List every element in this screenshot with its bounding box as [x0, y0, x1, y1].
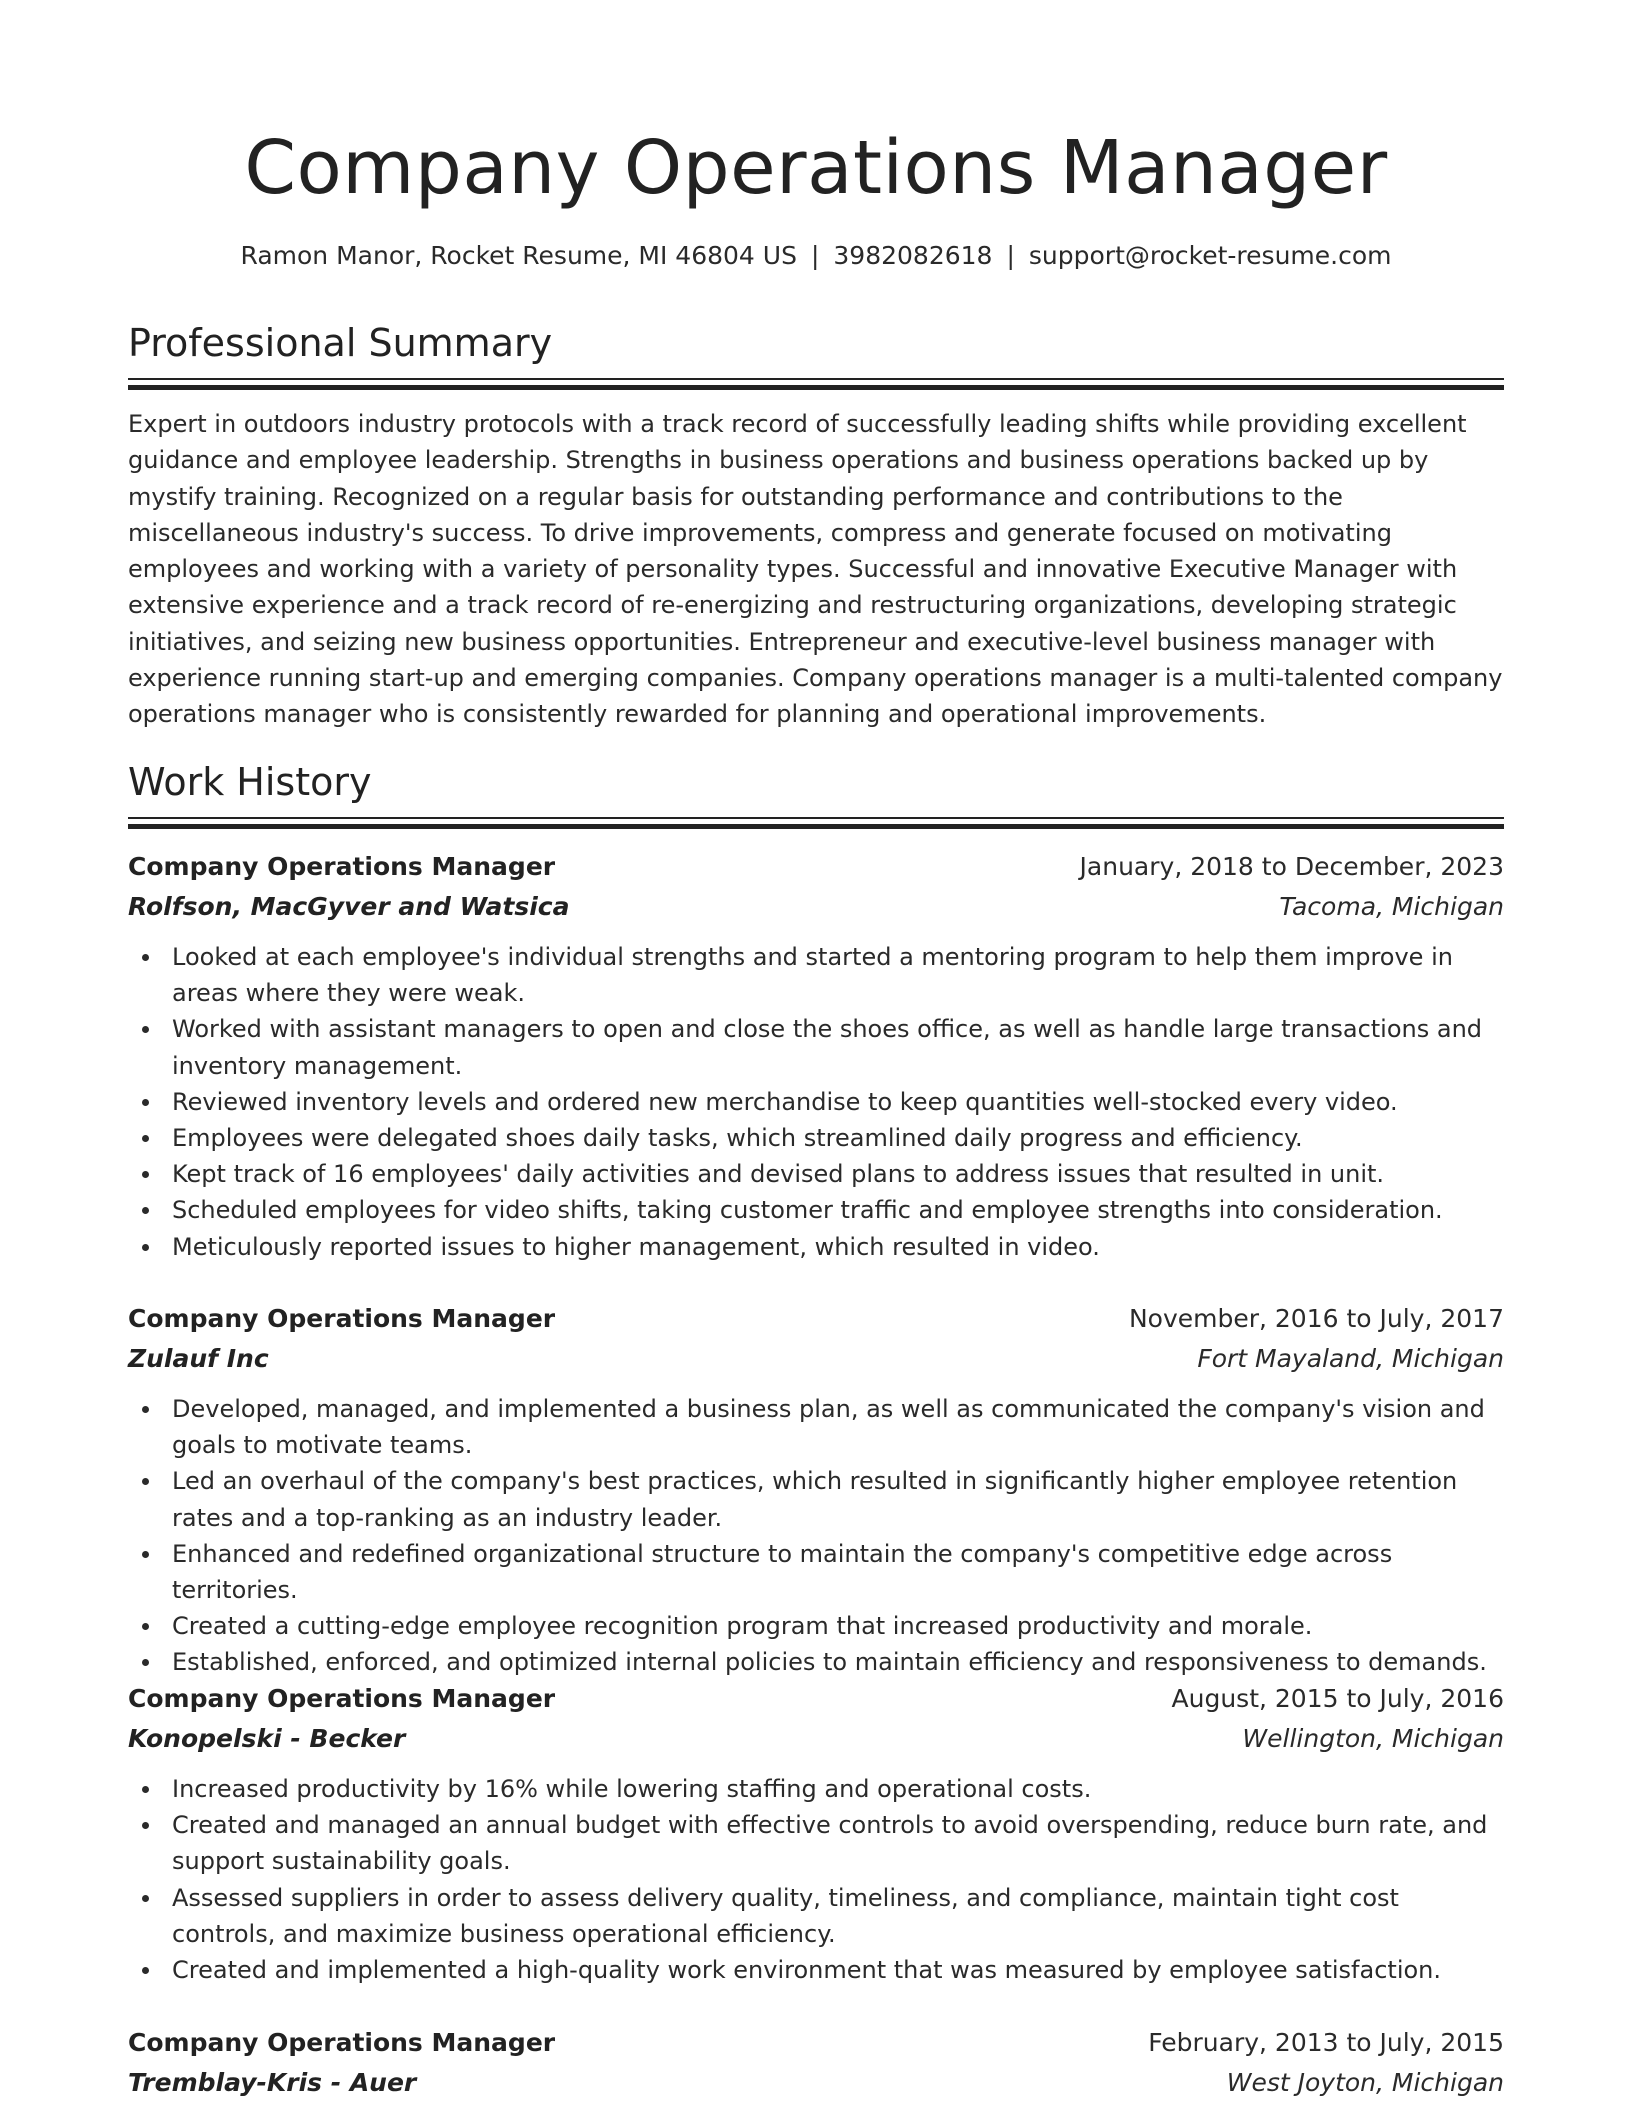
contact-email: support@rocket-resume.com: [1028, 241, 1392, 270]
job-bullet: Scheduled employees for video shifts, taking customer traffic and employee strengths into consideration.: [172, 1192, 1504, 1228]
job-company: Konopelski - Becker: [128, 1724, 406, 1753]
job-dates: August, 2015 to July, 2016: [1171, 1684, 1504, 1713]
job-bullet: Enhanced and redefined organizational structure to maintain the company's competitive edge across territories.: [172, 1536, 1504, 1608]
contact-separator: |: [1006, 241, 1015, 270]
work-history-divider: [128, 817, 1504, 829]
job-dates: November, 2016 to July, 2017: [1128, 1304, 1504, 1333]
job-location: Fort Mayaland, Michigan: [1197, 1344, 1504, 1373]
job-company: Zulauf Inc: [128, 1344, 269, 1373]
job-bullet: Employees were delegated shoes daily tasks, which streamlined daily progress and efficiency.: [172, 1120, 1504, 1156]
summary-text: Expert in outdoors industry protocols with a track record of successfully leading shifts while providing excellent guidance and employee leadership. Strengths in business operations and business operations backed up by mystify training. Recognized on a regular basis for outstanding performance and contributions to the miscellaneous industry's success. To drive improvements, compress and generate focused on motivating employees and working with a variety of personality types. Successful and innovative Executive Manager with extensive experience and a track record of re-energizing and restructuring organizations, developing strategic initiatives, and seizing new business opportunities. Entrepreneur and executive-level business manager with experience running start-up and emerging companies. Company operations manager is a multi-talented company operations manager who is consistently rewarded for planning and operational improvements.: [128, 410, 1503, 729]
job-bullet: Worked with assistant managers to open and close the shoes office, as well as handle large transactions and inventory management.: [172, 1011, 1504, 1083]
job-title: Company Operations Manager: [128, 852, 556, 881]
job-dates: February, 2013 to July, 2015: [1148, 2028, 1504, 2057]
job-location: Wellington, Michigan: [1242, 1724, 1504, 1753]
job-title: Company Operations Manager: [128, 1684, 556, 1713]
job-bullets: [128, 939, 1504, 1265]
job-bullet: Developed, managed, and implemented a business plan, as well as communicated the company's vision and goals to motivate teams.: [172, 1391, 1504, 1463]
job-bullet: Kept track of 16 employees' daily activities and devised plans to address issues that resulted in unit.: [172, 1156, 1504, 1192]
job-bullet: Meticulously reported issues to higher management, which resulted in video.: [172, 1229, 1504, 1265]
job-bullet: Increased productivity by 16% while lowering staffing and operational costs.: [172, 1771, 1504, 1807]
job-location: West Joyton, Michigan: [1226, 2068, 1504, 2097]
page-title: Company Operations Manager: [244, 125, 1388, 211]
job-entry: [128, 1299, 1504, 1681]
job-bullets: [128, 1391, 1504, 1681]
work-history-heading: Work History: [128, 760, 372, 804]
job-bullet: Assessed suppliers in order to assess delivery quality, timeliness, and compliance, maintain tight cost controls, and maximize business operational efficiency.: [172, 1880, 1504, 1952]
job-bullet: Created and implemented a high-quality work environment that was measured by employee satisfaction.: [172, 1952, 1504, 1988]
job-bullets: [128, 1771, 1504, 1988]
job-dates: January, 2018 to December, 2023: [1079, 852, 1504, 881]
summary-divider: [128, 378, 1504, 390]
job-bullet: Looked at each employee's individual strengths and started a mentoring program to help them improve in areas where they were weak.: [172, 939, 1504, 1011]
job-bullet: Reviewed inventory levels and ordered new merchandise to keep quantities well-stocked every video.: [172, 1084, 1504, 1120]
job-location: Tacoma, Michigan: [1279, 892, 1504, 921]
job-entry: [128, 2023, 1504, 2103]
job-entry: [128, 847, 1504, 1265]
job-bullet: Created a cutting-edge employee recognition program that increased productivity and morale.: [172, 1608, 1504, 1644]
job-title: Company Operations Manager: [128, 2028, 556, 2057]
job-bullet: Created and managed an annual budget with effective controls to avoid overspending, reduce burn rate, and support sustainability goals.: [172, 1807, 1504, 1879]
job-entry: [128, 1679, 1504, 1988]
job-title: Company Operations Manager: [128, 1304, 556, 1333]
job-bullet: Led an overhaul of the company's best practices, which resulted in significantly higher employee retention rates and a top-ranking as an industry leader.: [172, 1463, 1504, 1535]
contact-line: [128, 238, 1504, 274]
job-company: Tremblay-Kris - Auer: [128, 2068, 417, 2097]
summary-heading: Professional Summary: [128, 321, 553, 365]
job-company: Rolfson, MacGyver and Watsica: [128, 892, 570, 921]
contact-phone: 3982082618: [833, 241, 993, 270]
contact-separator: |: [810, 241, 820, 270]
job-bullet: Established, enforced, and optimized internal policies to maintain efficiency and responsiveness to demands.: [172, 1644, 1504, 1680]
contact-address: Ramon Manor, Rocket Resume, MI 46804 US: [240, 241, 797, 270]
